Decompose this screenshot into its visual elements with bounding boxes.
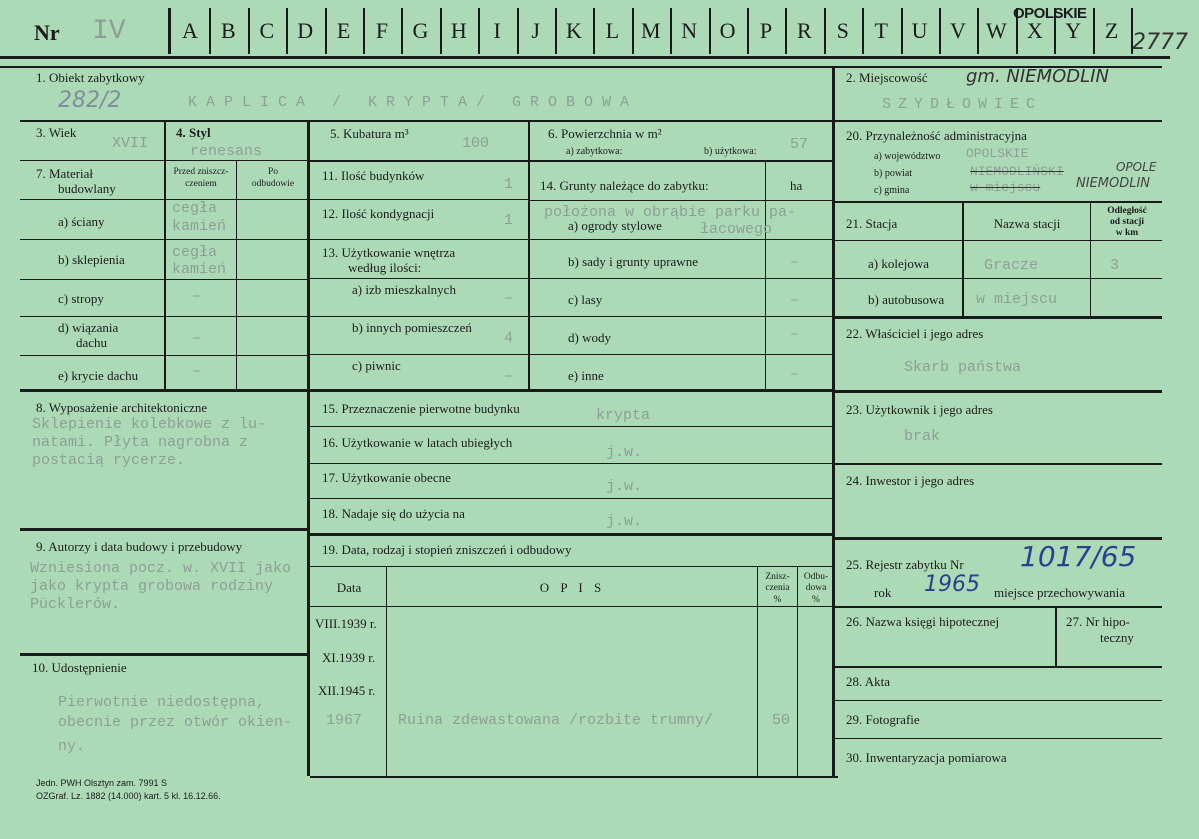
f8-line-3: postacią rycerze. xyxy=(32,452,186,469)
f16-label: 16. Użytkowanie w latach ubiegłych xyxy=(322,435,513,450)
f20-a-label: a) województwo xyxy=(874,151,941,162)
f1-label: 1. Obiekt zabytkowy xyxy=(36,70,145,85)
f2-value: SZYDŁOWIEC xyxy=(882,96,1043,113)
nr-value: IV xyxy=(92,16,126,47)
f20-b-label: b) powiat xyxy=(874,168,913,179)
nr-label: Nr xyxy=(34,20,60,45)
f7-vaults-v1: cegła xyxy=(172,244,218,261)
f25-place-label: miejsce przechowywania xyxy=(994,585,1126,600)
f3-label: 3. Wiek xyxy=(36,125,77,140)
index-letter-a: A xyxy=(182,18,198,43)
f23-label: 23. Użytkownik i jego adres xyxy=(846,402,993,417)
f5-value: 100 xyxy=(462,135,490,152)
f6-sub-b: b) użytkowa: xyxy=(704,146,757,157)
f13-row-rooms: a) izb mieszkalnych xyxy=(352,282,456,297)
f10-line-3: ny. xyxy=(58,738,86,755)
f12-label: 12. Ilość kondygnacji xyxy=(322,206,435,221)
f21-rail-label: a) kolejowa xyxy=(868,256,930,271)
f20-a-value: OPOLSKIE xyxy=(966,146,1029,161)
f7-label-1: 7. Materiał xyxy=(36,166,94,181)
index-letter-i: I xyxy=(493,18,501,43)
index-letter-e: E xyxy=(336,18,351,43)
f7-col-after-2: odbudowie xyxy=(251,179,295,189)
f19-col-rebuild-2: dowa xyxy=(805,583,827,593)
index-letter-d: D xyxy=(297,18,314,43)
f13-label-2: według ilości: xyxy=(348,260,422,275)
f25-number: 1017/65 xyxy=(1020,540,1137,573)
f7-walls-v2: kamień xyxy=(172,218,227,235)
f21-bus-label: b) autobusowa xyxy=(868,292,945,307)
f4-label: 4. Styl xyxy=(176,125,211,140)
f14-unit: ha xyxy=(790,178,803,193)
f18-value: j.w. xyxy=(606,513,643,530)
index-letter-y: Y xyxy=(1065,18,1082,43)
index-letter-f: F xyxy=(375,18,389,43)
f1-value: KAPLICA / KRYPTA/ GROBOWA xyxy=(188,94,639,111)
f3-value: XVII xyxy=(112,135,149,152)
f7-col-before-1: Przed zniszcz- xyxy=(173,167,229,177)
f11-value: 1 xyxy=(504,176,514,193)
f14-forests-value: – xyxy=(790,292,800,309)
index-letter-r: R xyxy=(797,18,812,43)
f19-label: 19. Data, rodzaj i stopień zniszczeń i odbudowy xyxy=(322,542,572,557)
index-letter-n: N xyxy=(681,18,698,43)
f21-col-dist-1: Odległość xyxy=(1107,206,1147,216)
f20-b-struck: NIEMODLIŃSKI xyxy=(970,164,1064,179)
f4-value: renesans xyxy=(190,143,263,160)
f17-label: 17. Użytkowanie obecne xyxy=(322,470,451,485)
f19-col-damage-3: % xyxy=(773,595,782,605)
f7-col-before-2: czeniem xyxy=(185,179,217,189)
f14-row-other: e) inne xyxy=(568,368,604,383)
f9-line-1: Wzniesiona pocz. w. XVII jako xyxy=(30,560,292,577)
f9-line-2: jako krypta grobowa rodziny xyxy=(30,578,274,595)
f7-row-vaults: b) sklepienia xyxy=(58,252,125,267)
index-letter-p: P xyxy=(759,18,773,43)
f17-value: j.w. xyxy=(606,478,643,495)
f30-label: 30. Inwentaryzacja pomiarowa xyxy=(846,750,1007,765)
f21-bus-value: w miejscu xyxy=(976,291,1058,308)
f20-c-hand: NIEMODLIN xyxy=(1076,176,1151,191)
f19-row-1-date: VIII.1939 r. xyxy=(315,616,377,631)
index-letter-l: L xyxy=(605,18,620,43)
f20-b-hand: OPOLE xyxy=(1116,160,1157,174)
f21-rail-value: Gracze xyxy=(984,257,1039,274)
f19-row-2-date: XI.1939 r. xyxy=(322,650,376,665)
f13-row-other: b) innych pomieszczeń xyxy=(352,320,472,335)
f15-value: krypta xyxy=(596,407,651,424)
f14-overlay-1: położona w obrąbie parku pa- xyxy=(544,204,797,221)
f20-label: 20. Przynależność administracyjna xyxy=(846,128,1027,143)
f10-line-1: Pierwotnie niedostępna, xyxy=(58,694,266,711)
f23-value: brak xyxy=(904,428,941,445)
f13-cellars-value: – xyxy=(504,368,514,385)
f7-walls-v1: cegła xyxy=(172,200,218,217)
f14-row-orchards: b) sady i grunty uprawne xyxy=(568,254,698,269)
f28-label: 28. Akta xyxy=(846,674,891,689)
f19-row-4-desc: Ruina zdewastowana /rozbite trumny/ xyxy=(398,712,714,729)
f14-row-waters: d) wody xyxy=(568,330,611,345)
f19-row-3-date: XII.1945 r. xyxy=(318,683,376,698)
index-letter-s: S xyxy=(836,18,849,43)
f29-label: 29. Fotografie xyxy=(846,712,920,727)
index-letter-j: J xyxy=(531,18,540,43)
f25-label: 25. Rejestr zabytku Nr xyxy=(846,557,964,572)
f26-label: 26. Nazwa księgi hipotecznej xyxy=(846,614,1000,629)
f13-other-value: 4 xyxy=(504,330,514,347)
index-letter-m: M xyxy=(641,18,661,43)
f19-col-desc: O P I S xyxy=(539,580,606,595)
f2-label: 2. Miejscowość xyxy=(846,70,928,85)
f14-row-forests: c) lasy xyxy=(568,292,603,307)
f19-row-4-pct: 50 xyxy=(772,712,791,729)
f21-col-dist-2: od stacji xyxy=(1109,217,1145,227)
f14-orchards-value: – xyxy=(790,254,800,271)
f7-row-ceilings: c) stropy xyxy=(58,291,104,306)
f7-row-roof: e) krycie dachu xyxy=(58,368,139,383)
f7-ceilings-v1: – xyxy=(192,288,202,305)
f6-sub-a: a) zabytkowa: xyxy=(566,146,623,157)
f19-col-date: Data xyxy=(336,580,362,595)
index-letter-k: K xyxy=(566,18,582,43)
index-letter-v: V xyxy=(950,18,966,43)
f6-label: 6. Powierzchnia w m² xyxy=(548,126,662,141)
f19-col-rebuild-1: Odbu- xyxy=(803,572,829,582)
f9-label: 9. Autorzy i data budowy i przebudowy xyxy=(36,539,243,554)
f7-row-trusses-2: dachu xyxy=(76,335,108,350)
f25-year-label: rok xyxy=(874,585,892,600)
f19-row-4-date: 1967 xyxy=(326,712,363,729)
f14-other-value: – xyxy=(790,366,800,383)
footer-line-2: OZGraf. Lz. 1882 (14.000) kart. 5 kl. 16.12.66. xyxy=(36,791,221,801)
f7-col-after-1: Po xyxy=(267,167,279,177)
f15-label: 15. Przeznaczenie pierwotne budynku xyxy=(322,401,520,416)
f19-col-damage-1: Znisz- xyxy=(765,572,790,582)
f14-waters-value: – xyxy=(790,326,800,343)
f14-label: 14. Grunty należące do zabytku: xyxy=(540,178,709,193)
f10-label: 10. Udostępnienie xyxy=(32,660,127,675)
f6-value-b: 57 xyxy=(790,136,809,153)
f7-roof-v1: – xyxy=(192,363,202,380)
f7-vaults-v2: kamień xyxy=(172,261,227,278)
index-letter-b: B xyxy=(221,18,236,43)
f12-value: 1 xyxy=(504,212,514,229)
f24-label: 24. Inwestor i jego adres xyxy=(846,473,975,488)
card-number: 2777 xyxy=(1132,30,1188,55)
index-letter-x: X xyxy=(1026,18,1043,43)
f21-rail-dist: 3 xyxy=(1110,257,1120,274)
f18-label: 18. Nadaje się do użycia na xyxy=(322,506,465,521)
f2-handwritten: gm. NIEMODLIN xyxy=(966,66,1109,87)
f13-row-cellars: c) piwnic xyxy=(352,358,401,373)
index-letter-w: W xyxy=(986,18,1007,43)
f16-value: j.w. xyxy=(606,444,643,461)
f7-row-trusses-1: d) wiązania xyxy=(58,320,119,335)
f20-c-label: c) gmina xyxy=(874,185,910,196)
index-letter-o: O xyxy=(719,18,736,43)
f7-trusses-v1: – xyxy=(192,330,202,347)
f21-label: 21. Stacja xyxy=(846,216,898,231)
f22-value: Skarb państwa xyxy=(904,359,1022,376)
f8-label: 8. Wyposażenie architektoniczne xyxy=(36,400,208,415)
f5-label: 5. Kubatura m³ xyxy=(330,126,409,141)
f14-overlay-2: łacowego xyxy=(700,221,773,238)
index-letter-t: T xyxy=(874,18,888,43)
index-letter-u: U xyxy=(911,18,928,43)
f10-line-2: obecnie przez otwór okien- xyxy=(58,714,293,731)
f1-number: 282/2 xyxy=(58,88,122,113)
region-stamp: OPOLSKIE xyxy=(1013,5,1087,22)
index-letter-c: C xyxy=(259,18,275,43)
f25-year: 1965 xyxy=(924,572,980,597)
f8-line-2: natami. Płyta nagrobna z xyxy=(32,434,249,451)
f9-line-3: Pücklerów. xyxy=(30,596,121,613)
index-letter-z: Z xyxy=(1104,18,1119,43)
f8-line-1: Sklepienie kolebkowe z lu- xyxy=(32,416,267,433)
index-letter-h: H xyxy=(450,18,467,43)
f13-label-1: 13. Użytkowanie wnętrza xyxy=(322,245,456,260)
f7-label-2: budowlany xyxy=(58,181,116,196)
f11-label: 11. Ilość budynków xyxy=(322,168,425,183)
f19-col-damage-2: czenia xyxy=(765,583,790,593)
f21-col-dist-3: w km xyxy=(1115,228,1139,238)
f13-rooms-value: – xyxy=(504,290,514,307)
f7-row-walls: a) ściany xyxy=(58,214,105,229)
f27-label-2: teczny xyxy=(1100,630,1134,645)
f27-label-1: 27. Nr hipo- xyxy=(1066,614,1130,629)
f19-col-rebuild-3: % xyxy=(812,595,820,605)
f22-label: 22. Właściciel i jego adres xyxy=(846,326,984,341)
f21-col-name: Nazwa stacji xyxy=(993,216,1061,231)
f20-c-struck: w miejscu xyxy=(970,180,1041,195)
index-letter-g: G xyxy=(412,18,429,43)
footer-line-1: Jedn. PWH Olsztyn zam. 7991 S xyxy=(36,778,168,788)
f14-row-gardens: a) ogrody stylowe xyxy=(568,218,662,233)
